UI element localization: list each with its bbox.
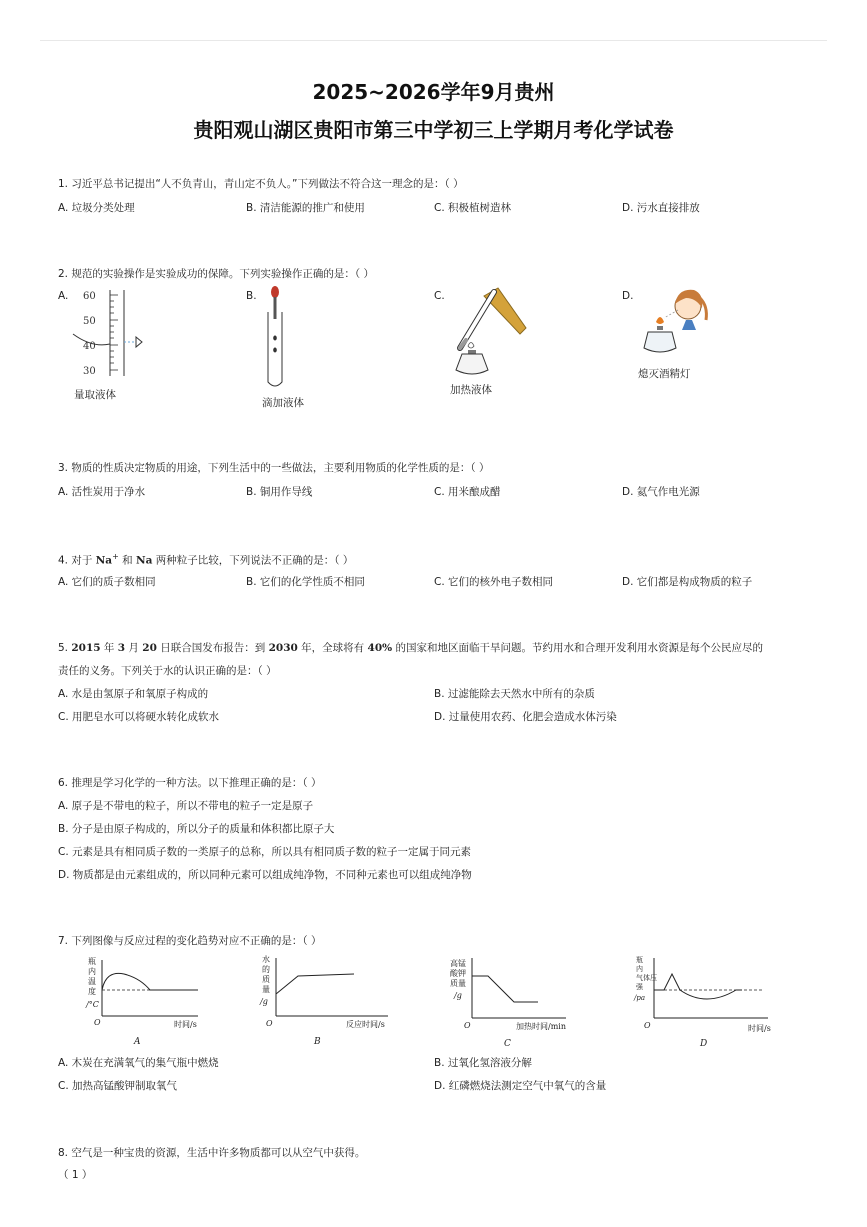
question-2-stem: 2. 规范的实验操作是实验成功的保障。下列实验操作正确的是：（ ） [58, 268, 374, 280]
q4-option-b[interactable]: B. 它们的化学性质不相同 [246, 576, 365, 588]
svg-text:/°C: /°C [86, 1000, 99, 1009]
q5-option-b[interactable]: B. 过滤能除去天然水中所有的杂质 [434, 688, 595, 700]
q7-option-a[interactable]: A. 木炭在充满氧气的集气瓶中燃烧 [58, 1057, 219, 1069]
svg-text:时间/s: 时间/s [174, 1020, 197, 1029]
svg-text:反应时间/s: 反应时间/s [346, 1020, 385, 1029]
graduated-cylinder-figure [70, 286, 150, 378]
svg-text:/pa: /pa [634, 994, 646, 1002]
q7-graph-a [84, 952, 214, 1048]
svg-text:度: 度 [88, 987, 96, 996]
q6-option-a[interactable]: A. 原子是不带电的粒子，所以不带电的粒子一定是原子 [58, 800, 314, 812]
q6-option-b[interactable]: B. 分子是由原子构成的，所以分子的质量和体积都比原子大 [58, 823, 335, 835]
svg-text:质量: 质量 [450, 979, 466, 988]
q7-option-c[interactable]: C. 加热高锰酸钾制取氧气 [58, 1080, 178, 1092]
cylinder-tick-50: 50 [83, 316, 96, 327]
q3-option-c[interactable]: C. 用米酿成醋 [434, 486, 501, 498]
svg-text:气体压: 气体压 [636, 974, 657, 982]
q6-option-c[interactable]: C. 元素是具有相同质子数的一类原子的总称，所以具有相同质子数的粒子一定属于同元素 [58, 846, 472, 858]
page-top-rule [40, 40, 827, 41]
q2-option-d[interactable]: D. [622, 290, 634, 302]
q1-option-d[interactable]: D. 污水直接排放 [622, 202, 700, 214]
q7-graph-b [258, 952, 398, 1048]
svg-text:酸钾: 酸钾 [450, 969, 466, 978]
q7-graph-c [446, 952, 586, 1048]
q1-option-b[interactable]: B. 清洁能源的推广和使用 [246, 202, 365, 214]
cylinder-tick-40: 40 [83, 341, 96, 352]
dropper-test-tube-figure [260, 284, 290, 390]
cylinder-tick-30: 30 [83, 366, 96, 377]
q2-caption-b: 滴加液体 [262, 397, 304, 409]
svg-text:量: 量 [262, 985, 270, 994]
cylinder-tick-60: 60 [83, 291, 96, 302]
q7-option-b[interactable]: B. 过氧化氢溶液分解 [434, 1057, 532, 1069]
q4-option-d[interactable]: D. 它们都是构成物质的粒子 [622, 576, 753, 588]
svg-text:时间/s: 时间/s [748, 1024, 771, 1033]
svg-text:/g: /g [454, 991, 462, 1000]
question-8-stem: 8. 空气是一种宝贵的资源，生活中许多物质都可以从空气中获得。 [58, 1147, 366, 1159]
question-1-stem: 1. 习近平总书记提出“人不负青山，青山定不负人。”下列做法不符合这一理念的是：（ ） [58, 178, 464, 190]
svg-text:O: O [644, 1021, 651, 1030]
exam-title-line1: 2025~2026学年9月贵州 [312, 80, 555, 104]
q6-option-d[interactable]: D. 物质都是由元素组成的，所以同种元素可以组成纯净物，不同种元素也可以组成纯净物 [58, 869, 472, 881]
heating-test-tube-figure [446, 284, 528, 378]
exam-title-line2: 贵阳观山湖区贵阳市第三中学初三上学期月考化学试卷 [193, 118, 674, 142]
svg-text:/g: /g [260, 997, 268, 1006]
svg-text:加热时间/min: 加热时间/min [516, 1022, 566, 1031]
svg-text:高锰: 高锰 [450, 959, 466, 968]
svg-text:的: 的 [262, 965, 270, 974]
q1-option-a[interactable]: A. 垃圾分类处理 [58, 202, 135, 214]
q2-option-c[interactable]: C. [434, 290, 445, 302]
q8-subquestion-1: （ 1 ） [58, 1169, 93, 1181]
svg-text:O: O [94, 1018, 101, 1027]
q7-option-d[interactable]: D. 红磷燃烧法测定空气中氧气的含量 [434, 1080, 607, 1092]
q1-option-c[interactable]: C. 积极植树造林 [434, 202, 512, 214]
svg-text:瓶: 瓶 [88, 957, 96, 966]
svg-text:O: O [464, 1021, 471, 1030]
svg-text:强: 强 [636, 983, 643, 991]
q5-option-a[interactable]: A. 水是由氢原子和氧原子构成的 [58, 688, 209, 700]
question-7-stem: 7. 下列图像与反应过程的变化趋势对应不正确的是：（ ） [58, 935, 322, 947]
question-5-stem-line1: 5. 2015 年 3 月 20 日联合国发布报告：到 2030 年，全球将有 40% 的国家和地区面临干旱问题。节约用水和合理开发利用水资源是每个公民应尽的 [58, 642, 763, 654]
svg-text:瓶: 瓶 [636, 956, 643, 964]
question-6-stem: 6. 推理是学习化学的一种方法。以下推理正确的是：（ ） [58, 777, 322, 789]
svg-text:内: 内 [88, 967, 96, 976]
svg-text:A: A [134, 1037, 141, 1047]
svg-text:温: 温 [88, 977, 96, 986]
q2-option-b[interactable]: B. [246, 290, 257, 302]
question-4-stem: 4. 对于 Na+ 和 Na 两种粒子比较，下列说法不正确的是：（ ） [58, 552, 354, 567]
q7-graph-d [632, 952, 778, 1048]
q2-caption-d: 熄灭酒精灯 [638, 368, 691, 380]
svg-text:水: 水 [262, 955, 270, 964]
q3-option-b[interactable]: B. 铜用作导线 [246, 486, 313, 498]
q2-option-a[interactable]: A. [58, 290, 69, 302]
q5-option-d[interactable]: D. 过量使用农药、化肥会造成水体污染 [434, 711, 617, 723]
question-3-stem: 3. 物质的性质决定物质的用途，下列生活中的一些做法，主要利用物质的化学性质的是：（ ） [58, 462, 490, 474]
svg-text:D: D [700, 1039, 708, 1048]
blowing-lamp-figure [638, 284, 710, 360]
svg-text:B: B [314, 1037, 321, 1047]
svg-text:质: 质 [262, 975, 270, 984]
q3-option-d[interactable]: D. 氦气作电光源 [622, 486, 700, 498]
q4-option-a[interactable]: A. 它们的质子数相同 [58, 576, 156, 588]
question-5-stem-line2: 责任的义务。下列关于水的认识正确的是：（ ） [58, 665, 277, 677]
q3-option-a[interactable]: A. 活性炭用于净水 [58, 486, 146, 498]
svg-text:C: C [504, 1039, 511, 1048]
q5-option-c[interactable]: C. 用肥皂水可以将硬水转化成软水 [58, 711, 220, 723]
svg-text:内: 内 [636, 965, 643, 973]
q2-caption-c: 加热液体 [450, 384, 492, 396]
q4-option-c[interactable]: C. 它们的核外电子数相同 [434, 576, 554, 588]
svg-text:O: O [266, 1019, 273, 1028]
q2-caption-a: 量取液体 [74, 389, 116, 401]
